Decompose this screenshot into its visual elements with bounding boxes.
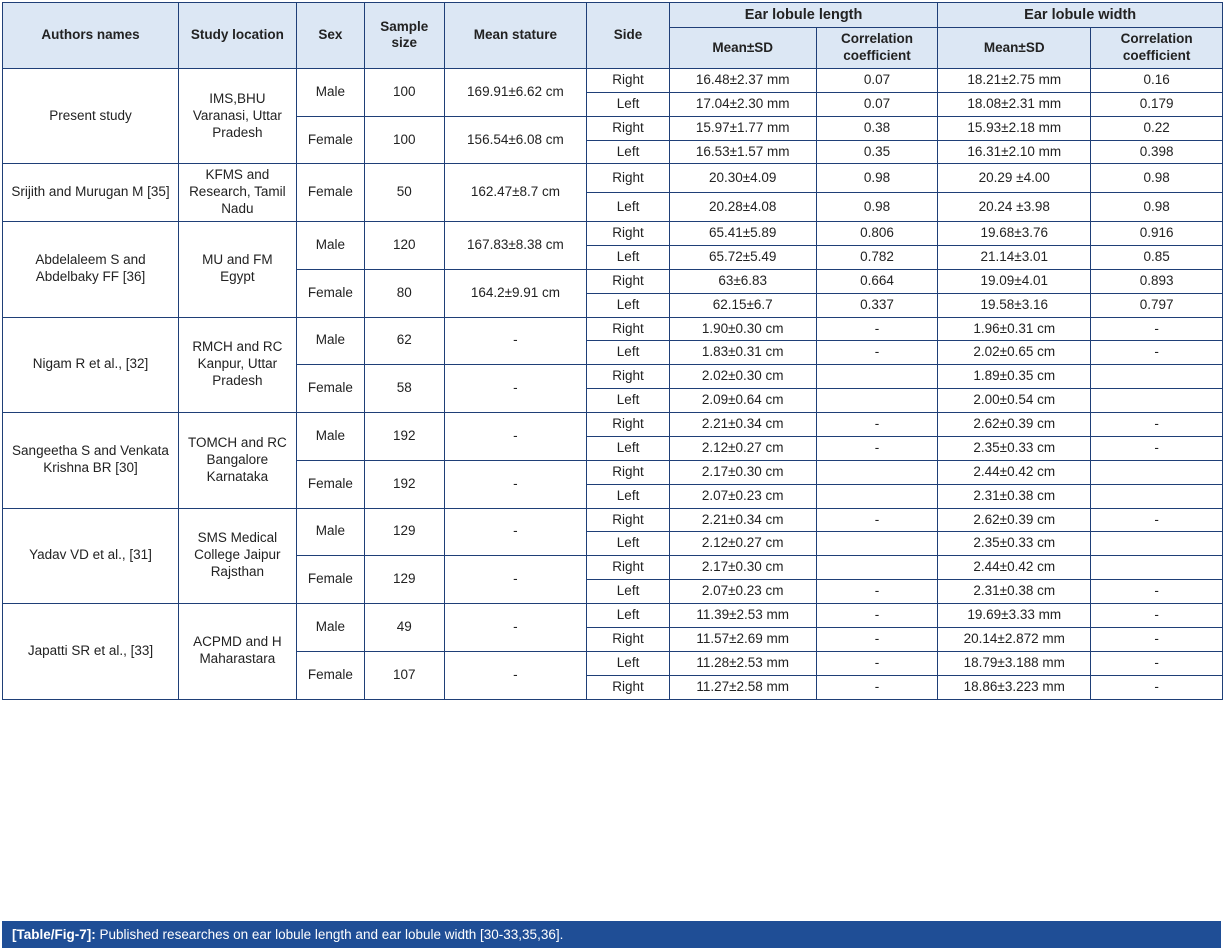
col-mean-stature: Mean stature [444, 3, 587, 69]
cell-mean-stature: - [444, 365, 587, 413]
cell-sample-size: 49 [365, 604, 444, 652]
cell-length-corr: 0.07 [816, 92, 938, 116]
col-sex: Sex [296, 3, 364, 69]
cell-width-corr: - [1091, 604, 1223, 628]
cell-sex: Female [296, 365, 364, 413]
cell-side: Left [587, 140, 669, 164]
cell-sample-size: 50 [365, 164, 444, 222]
cell-length-mean: 16.53±1.57 mm [669, 140, 816, 164]
table-body [3, 68, 1223, 699]
cell-width-mean: 1.89±0.35 cm [938, 365, 1091, 389]
published-research-table [2, 2, 1223, 700]
cell-sex: Male [296, 508, 364, 556]
cell-length-mean: 11.27±2.58 mm [669, 675, 816, 699]
cell-width-corr: 0.98 [1091, 164, 1223, 193]
cell-width-mean: 18.08±2.31 mm [938, 92, 1091, 116]
cell-length-corr: - [816, 341, 938, 365]
cell-width-corr: 0.85 [1091, 245, 1223, 269]
cell-authors: Abdelaleem S and Abdelbaky FF [36] [3, 222, 179, 318]
cell-mean-stature: - [444, 508, 587, 556]
cell-width-mean: 2.44±0.42 cm [938, 460, 1091, 484]
cell-sample-size: 100 [365, 68, 444, 116]
cell-side: Left [587, 193, 669, 222]
cell-length-mean: 2.21±0.34 cm [669, 413, 816, 437]
cell-sample-size: 129 [365, 508, 444, 556]
cell-width-mean: 16.31±2.10 mm [938, 140, 1091, 164]
cell-sex: Female [296, 116, 364, 164]
cell-length-mean: 1.90±0.30 cm [669, 317, 816, 341]
cell-side: Left [587, 341, 669, 365]
cell-width-corr: - [1091, 675, 1223, 699]
cell-width-corr: - [1091, 413, 1223, 437]
cell-length-corr: - [816, 413, 938, 437]
cell-width-mean: 2.02±0.65 cm [938, 341, 1091, 365]
cell-sample-size: 192 [365, 460, 444, 508]
cell-sample-size: 80 [365, 269, 444, 317]
table-row [3, 68, 1223, 92]
cell-side: Right [587, 556, 669, 580]
cell-length-mean: 2.12±0.27 cm [669, 436, 816, 460]
cell-length-corr: - [816, 651, 938, 675]
cell-mean-stature: - [444, 651, 587, 699]
cell-mean-stature: - [444, 317, 587, 365]
cell-sex: Male [296, 68, 364, 116]
cell-sample-size: 107 [365, 651, 444, 699]
cell-width-corr: - [1091, 580, 1223, 604]
cell-length-mean: 16.48±2.37 mm [669, 68, 816, 92]
cell-mean-stature: 162.47±8.7 cm [444, 164, 587, 222]
cell-side: Right [587, 627, 669, 651]
cell-length-corr: - [816, 317, 938, 341]
col-study-location: Study location [179, 3, 297, 69]
cell-width-mean: 19.68±3.76 [938, 222, 1091, 246]
cell-width-mean: 19.09±4.01 [938, 269, 1091, 293]
cell-authors: Present study [3, 68, 179, 164]
cell-authors: Nigam R et al., [32] [3, 317, 179, 413]
cell-mean-stature: 169.91±6.62 cm [444, 68, 587, 116]
cell-side: Left [587, 532, 669, 556]
cell-length-mean: 2.07±0.23 cm [669, 580, 816, 604]
cell-mean-stature: - [444, 460, 587, 508]
cell-side: Left [587, 293, 669, 317]
cell-width-mean: 20.29 ±4.00 [938, 164, 1091, 193]
cell-length-corr: 0.98 [816, 193, 938, 222]
cell-length-mean: 17.04±2.30 mm [669, 92, 816, 116]
cell-width-mean: 2.31±0.38 cm [938, 580, 1091, 604]
cell-length-corr: 0.806 [816, 222, 938, 246]
cell-length-mean: 2.07±0.23 cm [669, 484, 816, 508]
cell-width-mean: 2.00±0.54 cm [938, 389, 1091, 413]
cell-width-corr: - [1091, 651, 1223, 675]
cell-length-corr [816, 484, 938, 508]
cell-width-corr: 0.916 [1091, 222, 1223, 246]
cell-sample-size: 192 [365, 413, 444, 461]
cell-sample-size: 62 [365, 317, 444, 365]
cell-location: MU and FM Egypt [179, 222, 297, 318]
cell-location: ACPMD and H Maharastara [179, 604, 297, 700]
cell-length-mean: 2.17±0.30 cm [669, 460, 816, 484]
cell-width-mean: 19.58±3.16 [938, 293, 1091, 317]
cell-width-corr: 0.179 [1091, 92, 1223, 116]
cell-length-mean: 15.97±1.77 mm [669, 116, 816, 140]
cell-side: Right [587, 68, 669, 92]
cell-side: Left [587, 389, 669, 413]
cell-side: Left [587, 580, 669, 604]
cell-sex: Male [296, 604, 364, 652]
cell-width-corr [1091, 532, 1223, 556]
caption-text: Published researches on ear lobule length and ear lobule width [30-33,35,36]. [99, 927, 564, 942]
table-row [3, 604, 1223, 628]
cell-mean-stature: 167.83±8.38 cm [444, 222, 587, 270]
cell-width-corr: 0.22 [1091, 116, 1223, 140]
cell-length-mean: 65.72±5.49 [669, 245, 816, 269]
cell-width-corr: - [1091, 436, 1223, 460]
cell-sample-size: 120 [365, 222, 444, 270]
col-length-correlation: Correlation coefficient [816, 28, 938, 69]
cell-length-mean: 11.57±2.69 mm [669, 627, 816, 651]
cell-width-corr: - [1091, 317, 1223, 341]
cell-width-corr: - [1091, 508, 1223, 532]
col-width-mean-sd: Mean±SD [938, 28, 1091, 69]
cell-authors: Srijith and Murugan M [35] [3, 164, 179, 222]
cell-width-mean: 21.14±3.01 [938, 245, 1091, 269]
cell-side: Right [587, 116, 669, 140]
cell-width-mean: 15.93±2.18 mm [938, 116, 1091, 140]
cell-width-mean: 1.96±0.31 cm [938, 317, 1091, 341]
cell-side: Left [587, 651, 669, 675]
cell-length-mean: 62.15±6.7 [669, 293, 816, 317]
cell-sample-size: 58 [365, 365, 444, 413]
cell-sex: Female [296, 556, 364, 604]
cell-sex: Male [296, 413, 364, 461]
cell-width-corr [1091, 556, 1223, 580]
cell-length-corr: 0.98 [816, 164, 938, 193]
cell-length-corr [816, 532, 938, 556]
table-row [3, 164, 1223, 193]
cell-length-corr: 0.38 [816, 116, 938, 140]
cell-location: RMCH and RC Kanpur, Uttar Pradesh [179, 317, 297, 413]
cell-length-corr [816, 365, 938, 389]
cell-width-mean: 19.69±3.33 mm [938, 604, 1091, 628]
cell-length-corr: 0.664 [816, 269, 938, 293]
cell-width-mean: 2.35±0.33 cm [938, 436, 1091, 460]
table-header [3, 3, 1223, 69]
cell-sex: Female [296, 269, 364, 317]
cell-length-corr: 0.35 [816, 140, 938, 164]
cell-mean-stature: - [444, 413, 587, 461]
table-row [3, 222, 1223, 246]
cell-sex: Female [296, 460, 364, 508]
cell-length-mean: 11.28±2.53 mm [669, 651, 816, 675]
col-authors-names: Authors names [3, 3, 179, 69]
cell-length-mean: 63±6.83 [669, 269, 816, 293]
cell-length-corr: - [816, 675, 938, 699]
cell-length-mean: 1.83±0.31 cm [669, 341, 816, 365]
cell-width-corr: 0.98 [1091, 193, 1223, 222]
cell-side: Left [587, 604, 669, 628]
cell-width-corr: 0.797 [1091, 293, 1223, 317]
cell-authors: Japatti SR et al., [33] [3, 604, 179, 700]
cell-width-mean: 2.35±0.33 cm [938, 532, 1091, 556]
table-row [3, 413, 1223, 437]
cell-width-mean: 20.14±2.872 mm [938, 627, 1091, 651]
cell-length-corr [816, 556, 938, 580]
cell-side: Right [587, 460, 669, 484]
group-ear-lobule-width: Ear lobule width [938, 3, 1223, 28]
cell-length-corr: - [816, 436, 938, 460]
cell-length-corr: 0.337 [816, 293, 938, 317]
cell-length-mean: 11.39±2.53 mm [669, 604, 816, 628]
cell-side: Left [587, 484, 669, 508]
table-figure-page [0, 2, 1225, 950]
cell-width-corr [1091, 484, 1223, 508]
cell-mean-stature: 156.54±6.08 cm [444, 116, 587, 164]
cell-side: Right [587, 222, 669, 246]
cell-width-corr [1091, 389, 1223, 413]
table-header-row-groups [3, 3, 1223, 28]
cell-sex: Female [296, 651, 364, 699]
col-sample-size: Sample size [365, 3, 444, 69]
cell-width-corr: - [1091, 341, 1223, 365]
cell-side: Right [587, 675, 669, 699]
cell-width-corr [1091, 460, 1223, 484]
cell-sample-size: 129 [365, 556, 444, 604]
cell-side: Left [587, 245, 669, 269]
cell-side: Left [587, 92, 669, 116]
cell-length-mean: 2.09±0.64 cm [669, 389, 816, 413]
cell-sex: Female [296, 164, 364, 222]
cell-width-corr: 0.398 [1091, 140, 1223, 164]
cell-width-corr: 0.893 [1091, 269, 1223, 293]
cell-location: SMS Medical College Jaipur Rajsthan [179, 508, 297, 604]
cell-length-corr: 0.782 [816, 245, 938, 269]
cell-width-corr: 0.16 [1091, 68, 1223, 92]
cell-mean-stature: - [444, 604, 587, 652]
cell-length-corr: 0.07 [816, 68, 938, 92]
cell-location: KFMS and Research, Tamil Nadu [179, 164, 297, 222]
cell-length-corr: - [816, 580, 938, 604]
cell-mean-stature: 164.2±9.91 cm [444, 269, 587, 317]
cell-width-mean: 2.31±0.38 cm [938, 484, 1091, 508]
cell-length-mean: 2.17±0.30 cm [669, 556, 816, 580]
cell-side: Right [587, 365, 669, 389]
cell-width-mean: 18.21±2.75 mm [938, 68, 1091, 92]
cell-side: Right [587, 508, 669, 532]
cell-side: Right [587, 413, 669, 437]
cell-side: Left [587, 436, 669, 460]
cell-location: TOMCH and RC Bangalore Karnataka [179, 413, 297, 509]
cell-length-corr [816, 460, 938, 484]
cell-location: IMS,BHU Varanasi, Uttar Pradesh [179, 68, 297, 164]
cell-authors: Yadav VD et al., [31] [3, 508, 179, 604]
cell-length-mean: 65.41±5.89 [669, 222, 816, 246]
cell-length-mean: 20.30±4.09 [669, 164, 816, 193]
cell-length-mean: 2.21±0.34 cm [669, 508, 816, 532]
table-row [3, 508, 1223, 532]
cell-length-corr [816, 389, 938, 413]
col-side: Side [587, 3, 669, 69]
cell-width-mean: 2.44±0.42 cm [938, 556, 1091, 580]
cell-mean-stature: - [444, 556, 587, 604]
cell-length-corr: - [816, 604, 938, 628]
cell-width-mean: 2.62±0.39 cm [938, 508, 1091, 532]
cell-width-mean: 18.86±3.223 mm [938, 675, 1091, 699]
cell-authors: Sangeetha S and Venkata Krishna BR [30] [3, 413, 179, 509]
cell-side: Right [587, 269, 669, 293]
cell-sex: Male [296, 317, 364, 365]
cell-width-mean: 20.24 ±3.98 [938, 193, 1091, 222]
cell-length-mean: 2.02±0.30 cm [669, 365, 816, 389]
cell-length-corr: - [816, 508, 938, 532]
cell-width-mean: 2.62±0.39 cm [938, 413, 1091, 437]
cell-sample-size: 100 [365, 116, 444, 164]
col-width-correlation: Correlation coefficient [1091, 28, 1223, 69]
cell-width-mean: 18.79±3.188 mm [938, 651, 1091, 675]
cell-width-corr: - [1091, 627, 1223, 651]
cell-side: Right [587, 317, 669, 341]
cell-width-corr [1091, 365, 1223, 389]
table-caption [2, 921, 1221, 948]
group-ear-lobule-length: Ear lobule length [669, 3, 938, 28]
cell-sex: Male [296, 222, 364, 270]
cell-side: Right [587, 164, 669, 193]
cell-length-mean: 20.28±4.08 [669, 193, 816, 222]
col-length-mean-sd: Mean±SD [669, 28, 816, 69]
caption-label: [Table/Fig-7]: [12, 927, 96, 942]
cell-length-corr: - [816, 627, 938, 651]
table-row [3, 317, 1223, 341]
cell-length-mean: 2.12±0.27 cm [669, 532, 816, 556]
